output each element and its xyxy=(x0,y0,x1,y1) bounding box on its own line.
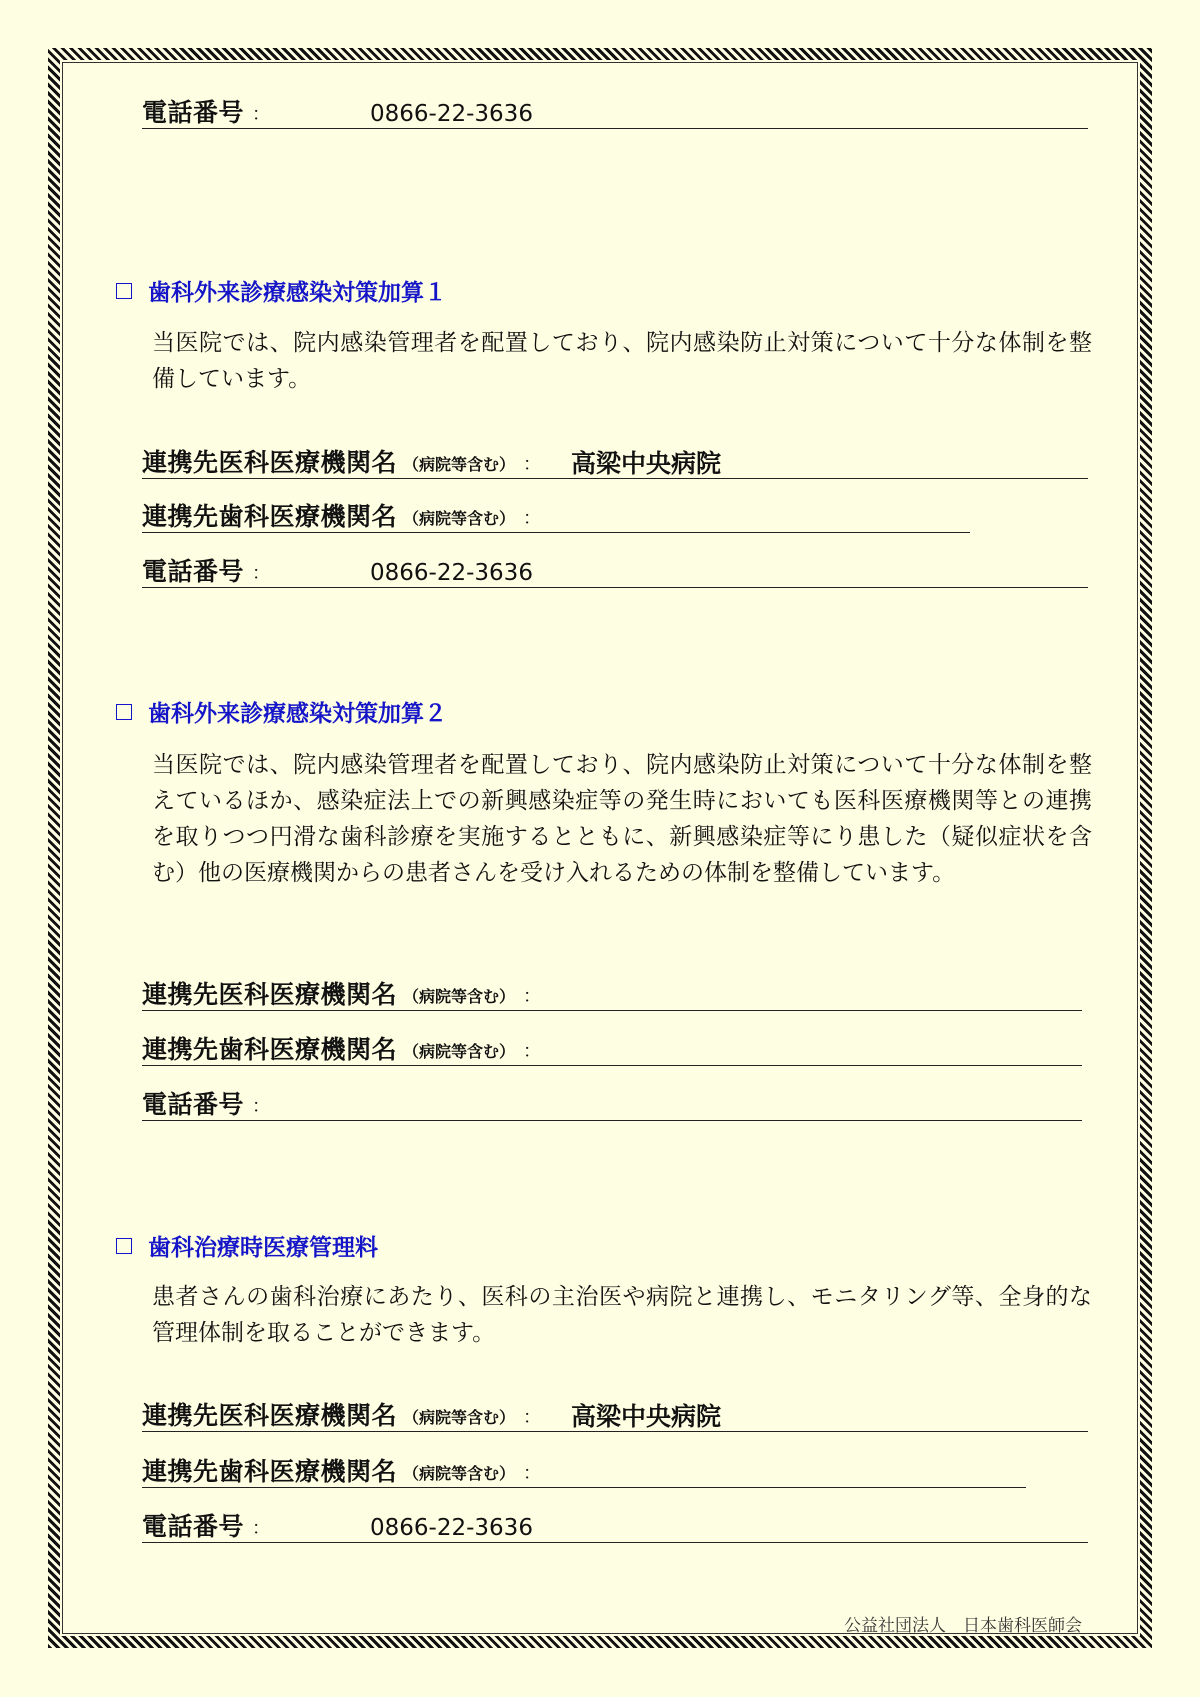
phone-colon: ： xyxy=(252,1518,271,1539)
section2-body: 当医院では、院内感染管理者を配置しており、院内感染防止対策について十分な体制を整えているほか、感染症法上での新興感染症等の発生時においても医科医療機関等との連携を取りつつ円滑な歯科診療を実施するとともに、新興感染症等にり患した（疑似症状を含む）他の医療機関からの患者さんを受け入れるための体制を整備しています。 xyxy=(152,752,1092,886)
hospital-note: （病院等含む） xyxy=(403,1042,516,1061)
section1-body: 当医院では、院内感染管理者を配置しており、院内感染防止対策について十分な体制を整備しています。 xyxy=(152,330,1092,392)
section2-title: 歯科外来診療感染対策加算２ xyxy=(148,701,447,727)
colon: ： xyxy=(523,1463,542,1484)
section2-medical-row xyxy=(142,976,1082,1011)
section3-checkbox[interactable] xyxy=(116,1238,132,1254)
section3-body: 患者さんの歯科治療にあたり、医科の主治医や病院と連携し、モニタリング等、全身的な管理体制を取ることができます。 xyxy=(152,1284,1092,1346)
dental-institution-label: 連携先歯科医療機関名 xyxy=(142,502,398,531)
phone-label: 電話番号 xyxy=(142,1090,245,1119)
medical-institution-value: 高梁中央病院 xyxy=(571,1402,722,1431)
colon: ： xyxy=(523,986,542,1007)
section1-heading xyxy=(116,274,447,307)
colon: ： xyxy=(523,454,542,475)
section3-medical-row xyxy=(142,1397,1088,1432)
section3-dental-row xyxy=(142,1453,1026,1488)
section2-phone-row xyxy=(142,1086,1082,1121)
dental-institution-label: 連携先歯科医療機関名 xyxy=(142,1457,398,1486)
section1-checkbox[interactable] xyxy=(116,283,132,299)
medical-institution-value: 高梁中央病院 xyxy=(571,449,722,478)
footer-organization: 公益社団法人 日本歯科医師会 xyxy=(844,1616,1082,1636)
hospital-note: （病院等含む） xyxy=(403,1464,516,1483)
medical-institution-label: 連携先医科医療機関名 xyxy=(142,1401,398,1430)
section3-phone-row xyxy=(142,1508,1088,1543)
section2-dental-row xyxy=(142,1031,1082,1066)
medical-institution-label: 連携先医科医療機関名 xyxy=(142,448,398,477)
phone-label: 電話番号 xyxy=(142,98,245,127)
hospital-note: （病院等含む） xyxy=(403,455,516,474)
hospital-note: （病院等含む） xyxy=(403,987,516,1006)
phone-value: 0866-22-3636 xyxy=(370,101,533,127)
phone-value: 0866-22-3636 xyxy=(370,560,533,586)
hospital-note: （病院等含む） xyxy=(403,1408,516,1427)
section2-heading xyxy=(116,695,447,728)
colon: ： xyxy=(523,1407,542,1428)
section1-medical-row xyxy=(142,444,1088,479)
section2-checkbox[interactable] xyxy=(116,704,132,720)
colon: ： xyxy=(523,508,542,529)
section3-title: 歯科治療時医療管理料 xyxy=(148,1235,378,1261)
colon: ： xyxy=(523,1041,542,1062)
phone-label: 電話番号 xyxy=(142,557,245,586)
section1-dental-row xyxy=(142,498,970,533)
phone-colon: ： xyxy=(252,563,271,584)
phone-colon: ： xyxy=(252,1096,271,1117)
phone-label: 電話番号 xyxy=(142,1512,245,1541)
section3-heading xyxy=(116,1229,378,1262)
section1-title: 歯科外来診療感染対策加算１ xyxy=(148,280,447,306)
medical-institution-label: 連携先医科医療機関名 xyxy=(142,980,398,1009)
dental-institution-label: 連携先歯科医療機関名 xyxy=(142,1035,398,1064)
hospital-note: （病院等含む） xyxy=(403,509,516,528)
section1-phone-row xyxy=(142,553,1088,588)
phone-colon: ： xyxy=(252,104,271,125)
top-phone-row xyxy=(142,94,1088,129)
phone-value: 0866-22-3636 xyxy=(370,1515,533,1541)
